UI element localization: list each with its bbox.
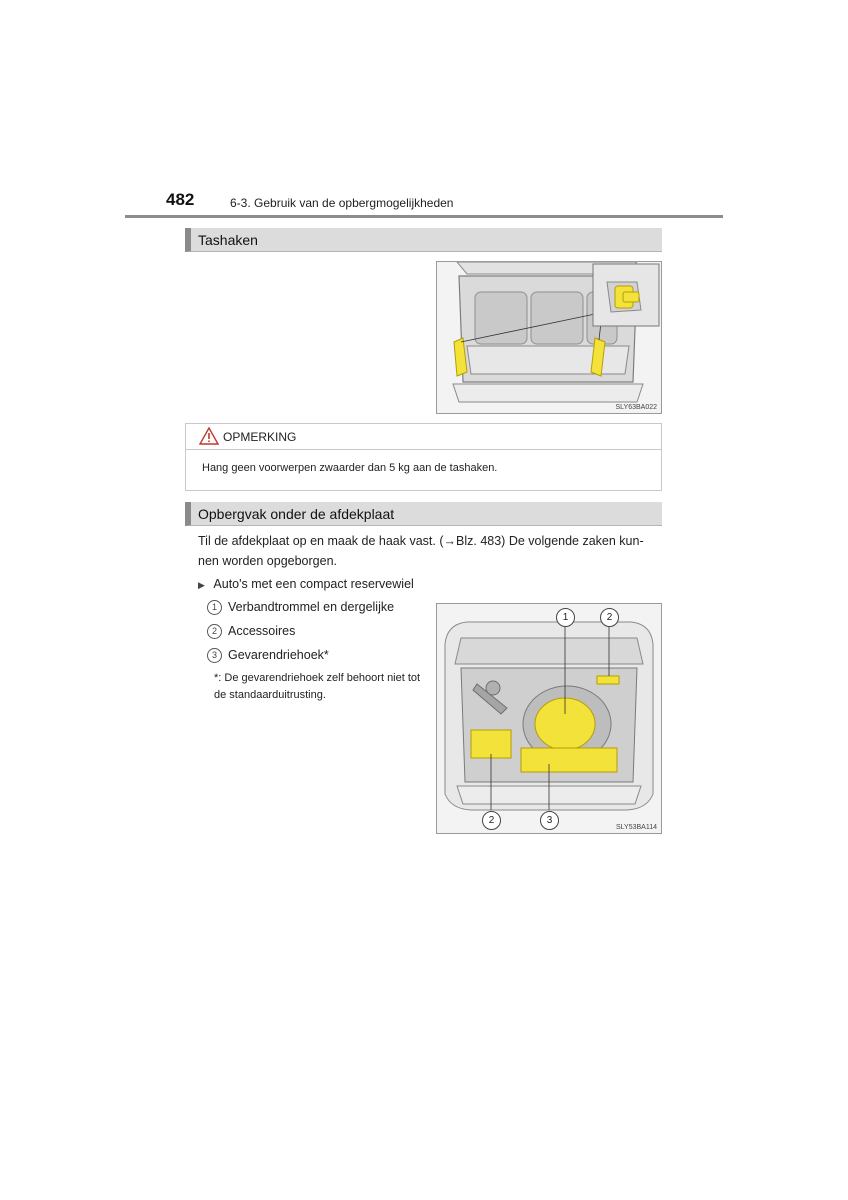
figure-storage-compartment <box>436 603 662 834</box>
notice-box <box>185 423 662 491</box>
bag-hooks-illustration <box>437 262 661 413</box>
figure-code: SLY63BA022 <box>615 404 657 411</box>
notice-title: OPMERKING <box>223 430 297 444</box>
section-heading-opbergvak <box>185 502 662 526</box>
callout-marker: 3 <box>540 811 559 830</box>
triangle-bullet-icon: ▶ <box>198 580 205 590</box>
footnote-mark: *: <box>214 672 222 684</box>
list-item <box>207 648 329 663</box>
chapter-title: 6-3. Gebruik van de opbergmogelijkheden <box>230 196 454 210</box>
footnote <box>214 670 424 704</box>
callout-marker: 1 <box>556 608 575 627</box>
page-number: 482 <box>166 190 195 209</box>
item-label: Gevarendriehoek* <box>228 648 329 662</box>
footnote-text: De gevarendriehoek zelf behoort niet tot de standaarduitrusting. <box>214 672 421 701</box>
item-number: 1 <box>207 600 222 615</box>
callout-marker: 2 <box>600 608 619 627</box>
notice-text: Hang geen voorwerpen zwaarder dan 5 kg aan de tashaken. <box>202 462 498 474</box>
section-heading-text: Opbergvak onder de afdekplaat <box>198 506 395 522</box>
list-item <box>207 624 295 639</box>
bullet-text: Auto's met een compact reservewiel <box>213 577 414 591</box>
storage-compartment-illustration <box>437 604 661 833</box>
intro-line-2: nen worden opgeborgen. <box>198 554 338 568</box>
header-divider <box>125 215 723 218</box>
item-label: Verbandtrommel en dergelijke <box>228 600 395 614</box>
notice-header <box>186 424 661 450</box>
item-number: 2 <box>207 624 222 639</box>
figure-bag-hooks <box>436 261 662 414</box>
bullet-row <box>198 574 414 595</box>
callout-marker: 2 <box>482 811 501 830</box>
figure-code: SLY53BA114 <box>616 824 657 831</box>
item-number: 3 <box>207 648 222 663</box>
warning-triangle-icon <box>199 427 219 445</box>
section-heading-text: Tashaken <box>198 232 258 248</box>
intro-line-1: Til de afdekplaat op en maak de haak vast. (→Blz. 483) De volgende zaken kun- <box>198 534 644 548</box>
item-label: Accessoires <box>228 624 296 638</box>
section-heading-tashaken <box>185 228 662 252</box>
list-item <box>207 600 394 615</box>
